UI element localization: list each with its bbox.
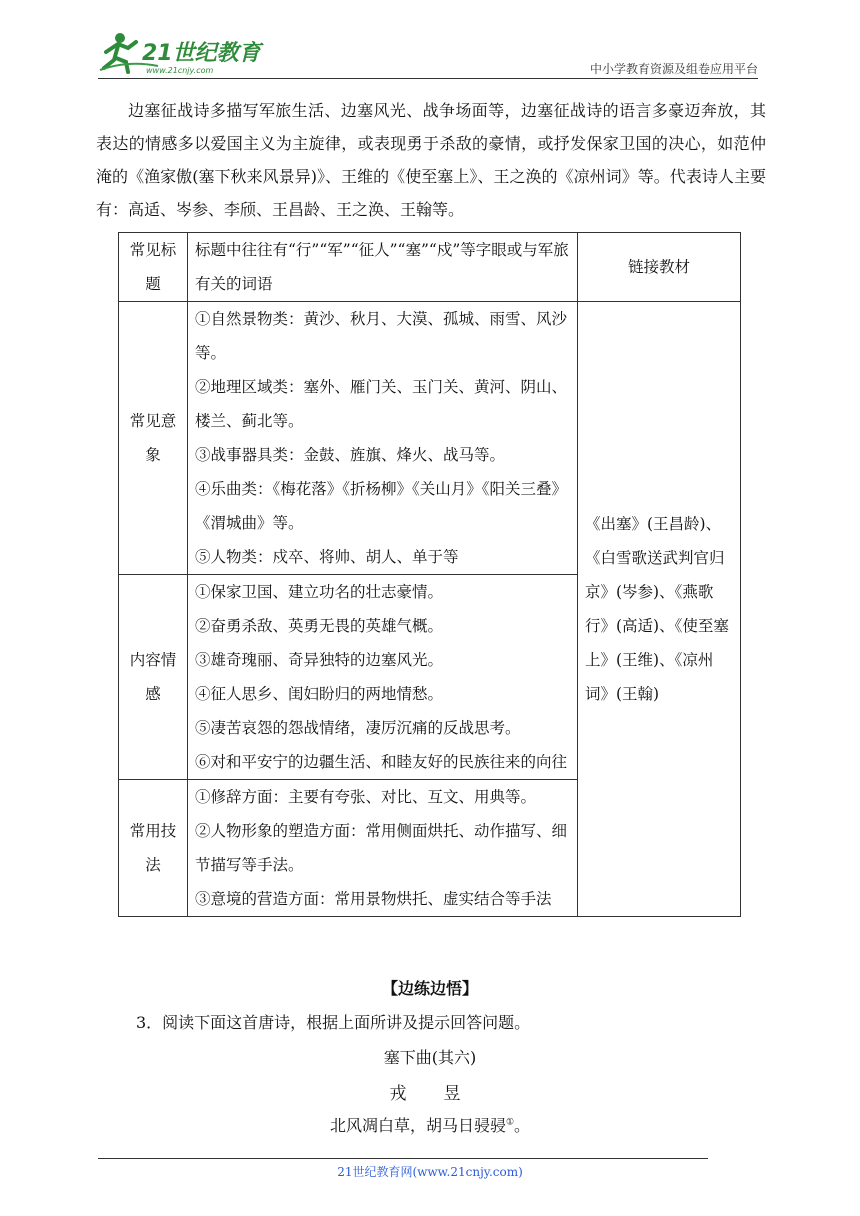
list-item: ④乐曲类：《梅花落》《折杨柳》《关山月》《阳关三叠》《渭城曲》等。 [195,480,568,532]
list-item: ①修辞方面：主要有夸张、对比、互文、用典等。 [195,788,537,806]
header-divider [98,78,758,79]
poem-author: 戎 昱 [389,1084,471,1104]
footnote-marker[interactable]: ① [505,1117,515,1128]
list-item: ④征人思乡、闺妇盼归的两地情愁。 [195,685,444,703]
intro-paragraph: 边塞征战诗多描写军旅生活、边塞风光、战争场面等，边塞征战诗的语言多豪迈奔放，其表达的情感多以爱国主义为主旋律，或表现勇于杀敌的豪情，或抒发保家卫国的决心，如范仲淹的《渔家傲(塞下秋来风景异)》、王维的《使至塞上》、王之涣的《凉州词》等。代表诗人主要有：高适、岑参、李颀、王昌龄、王之涣、王翰等。 [96,101,766,219]
list-item: ②地理区域类：塞外、雁门关、玉门关、黄河、阴山、楼兰、蓟北等。 [195,378,568,430]
table-row [119,233,741,302]
list-item: ③意境的营造方面：常用景物烘托、虚实结合等手法 [195,890,552,908]
imagery-list [188,302,578,575]
platform-name: 中小学教育资源及组卷应用平台 [589,62,758,76]
list-item: ①保家卫国、建立功名的壮志豪情。 [195,583,444,601]
list-item: ⑥对和平安宁的边疆生活、和睦友好的民族往来的向往 [195,753,568,771]
poem-line [0,1113,860,1136]
row-label-technique: 常用技法 [119,780,188,917]
poetry-summary-table [118,232,741,917]
question-prompt: 3．阅读下面这首唐诗，根据上面所讲及提示回答问题。 [136,1013,531,1032]
poem-line-end: 。 [514,1116,531,1135]
link-textbook-list: 《出塞》(王昌龄)、《白雪歌送武判官归京》(岑参)、《燕歌行》(高适)、《使至塞上》(王维)、《凉州词》(王翰) [578,302,741,917]
list-item: ③雄奇瑰丽、奇异独特的边塞风光。 [195,651,444,669]
link-heading: 链接教材 [578,233,741,302]
runner-logo-icon [98,30,268,78]
list-item: ⑤人物类：戍卒、将帅、胡人、单于等 [195,548,459,566]
technique-list [188,780,578,917]
list-item: ③战事器具类：金鼓、旌旗、烽火、战马等。 [195,446,506,464]
list-item: ②人物形象的塑造方面：常用侧面烘托、动作描写、细节描写等手法。 [195,822,568,874]
logo-url: www.21cnjy.com [146,66,214,75]
section-title: 【边练边悟】 [381,979,478,998]
row-label-imagery: 常见意象 [119,302,188,575]
title-description: 标题中往往有“行”“军”“征人”“塞”“戍”等字眼或与军旅有关的词语 [188,233,578,302]
poem-title: 塞下曲(其六) [383,1048,477,1067]
list-item: ①自然景物类：黄沙、秋月、大漠、孤城、雨雪、风沙等。 [195,310,568,362]
poem-line-text: 北风凋白草，胡马日骎骎 [329,1116,506,1135]
row-label-emotion: 内容情感 [119,575,188,780]
logo-text: 21世纪教育 [142,41,261,66]
list-item: ⑤凄苦哀怨的怨战情绪，凄厉沉痛的反战思考。 [195,719,521,737]
footer-link[interactable]: 21世纪教育网(www.21cnjy.com) [337,1165,523,1179]
site-logo[interactable] [98,30,268,78]
page-header [98,30,758,78]
table-row [119,302,741,575]
emotion-list [188,575,578,780]
footer-divider [98,1158,708,1159]
row-label-title: 常见标题 [119,233,188,302]
list-item: ②奋勇杀敌、英勇无畏的英雄气概。 [195,617,444,635]
